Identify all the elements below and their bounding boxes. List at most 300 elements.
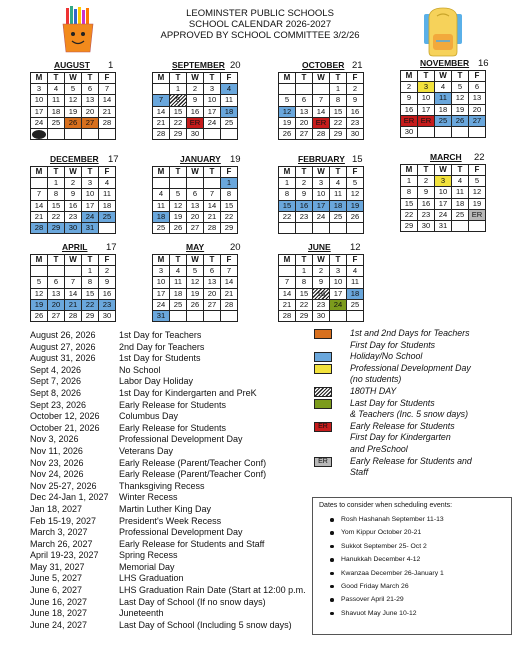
day-cell	[279, 84, 296, 95]
day-cell: 12	[65, 95, 82, 106]
day-cell: 3	[435, 176, 452, 187]
event-date: Sept 7, 2026	[30, 376, 82, 387]
legend-text: Staff	[350, 467, 369, 478]
day-cell: 7	[279, 277, 296, 288]
event-date: Feb 15-19, 2027	[30, 515, 97, 526]
day-cell: 17	[330, 289, 347, 300]
event-description: Early Release (Parent/Teacher Conf)	[119, 469, 267, 480]
event-description: Memorial Day	[119, 561, 175, 572]
dates-to-consider-box	[312, 497, 512, 635]
day-cell: 28	[221, 300, 238, 311]
day-cell: 7	[204, 189, 221, 200]
day-cell: 19	[452, 105, 469, 116]
day-cell: 20	[48, 300, 65, 311]
event-date: Sept 8, 2026	[30, 387, 82, 398]
event-description: President's Week Recess	[119, 515, 222, 526]
weekday-header: T	[48, 167, 65, 178]
month-day-grid	[400, 164, 486, 232]
day-cell: 2	[347, 84, 364, 95]
weekday-header: W	[187, 167, 204, 178]
day-cell: 30	[418, 221, 435, 232]
day-cell	[204, 311, 221, 322]
event-date: June 6, 2027	[30, 585, 83, 596]
day-cell: 13	[187, 201, 204, 212]
legend-swatch-hatch	[314, 387, 332, 397]
day-cell: 11	[452, 187, 469, 198]
day-cell	[204, 178, 221, 189]
weekday-header: F	[469, 71, 486, 82]
weekday-header: T	[296, 167, 313, 178]
day-cell: 11	[330, 189, 347, 200]
day-cell: 9	[418, 187, 435, 198]
weekday-header: M	[31, 255, 48, 266]
month-december	[30, 154, 119, 234]
day-cell: 1	[279, 178, 296, 189]
day-cell: 11	[153, 201, 170, 212]
day-cell	[99, 129, 116, 140]
day-cell: 23	[347, 118, 364, 129]
day-cell: 24	[31, 118, 48, 129]
day-cell: 21	[221, 289, 238, 300]
event-row	[30, 516, 330, 528]
event-description: Winter Recess	[119, 492, 178, 503]
day-cell: 16	[313, 289, 330, 300]
month-school-days: 17	[106, 242, 117, 253]
day-cell: 1	[82, 266, 99, 277]
day-cell: 11	[221, 95, 238, 106]
event-description: Last Day of School (Including 5 snow days)	[119, 619, 292, 630]
event-description: 1st Day for Kindergarten and PreK	[119, 387, 257, 398]
day-cell: ER	[401, 116, 418, 127]
weekday-header: T	[418, 165, 435, 176]
event-description: 2nd Day for Teachers	[119, 341, 205, 352]
month-day-grid	[278, 254, 364, 322]
day-cell: ER	[418, 116, 435, 127]
day-cell	[296, 84, 313, 95]
day-cell: 26	[452, 116, 469, 127]
weekday-header: T	[296, 255, 313, 266]
day-cell: 25	[99, 212, 116, 223]
day-cell	[170, 311, 187, 322]
day-cell: 29	[401, 221, 418, 232]
day-cell: 28	[99, 118, 116, 129]
day-cell: 6	[48, 277, 65, 288]
month-header	[30, 60, 116, 72]
event-date: Jan 18, 2027	[30, 503, 83, 514]
day-cell: 22	[221, 212, 238, 223]
weekday-header: M	[153, 255, 170, 266]
weekday-header: M	[401, 165, 418, 176]
weekday-header: T	[82, 73, 99, 84]
month-name: AUGUST	[54, 60, 90, 70]
day-cell: 8	[48, 189, 65, 200]
event-row	[30, 376, 330, 388]
month-day-grid	[278, 72, 364, 140]
weekday-header: W	[65, 73, 82, 84]
event-description: Last Day of School (If no snow days)	[119, 596, 266, 607]
day-cell: 13	[82, 95, 99, 106]
event-date: Sept 23, 2026	[30, 399, 87, 410]
day-cell: 19	[170, 212, 187, 223]
day-cell: 2	[296, 178, 313, 189]
day-cell: 14	[153, 107, 170, 118]
legend-text: (no students)	[350, 374, 402, 385]
weekday-header: T	[330, 167, 347, 178]
month-day-grid	[152, 72, 238, 140]
event-row	[30, 469, 330, 481]
day-cell: 18	[221, 107, 238, 118]
event-date: October 12, 2026	[30, 411, 100, 422]
day-cell: 28	[279, 311, 296, 322]
day-cell: 9	[187, 95, 204, 106]
day-cell: 9	[347, 95, 364, 106]
observance-item: Yom Kippur October 20-21	[319, 526, 505, 539]
event-row	[30, 573, 330, 585]
day-cell: 25	[221, 118, 238, 129]
weekday-header: M	[153, 167, 170, 178]
day-cell: 21	[153, 118, 170, 129]
day-cell: 15	[330, 107, 347, 118]
day-cell: 12	[279, 107, 296, 118]
month-school-days: 1	[108, 60, 114, 71]
event-date: Nov 23, 2026	[30, 457, 84, 468]
event-row	[30, 504, 330, 516]
day-cell: 28	[31, 223, 48, 234]
legend-item	[286, 409, 516, 421]
event-row	[30, 562, 330, 574]
weekday-header: F	[99, 73, 116, 84]
day-cell: 17	[31, 107, 48, 118]
weekday-header: M	[31, 167, 48, 178]
observance-item: Hanukkah December 4-12	[319, 553, 505, 566]
day-cell: 5	[279, 95, 296, 106]
day-cell: 20	[187, 212, 204, 223]
day-cell: 19	[469, 199, 486, 210]
day-cell: 14	[221, 277, 238, 288]
day-cell: 25	[452, 210, 469, 221]
month-day-grid	[30, 72, 116, 140]
day-cell: 3	[418, 82, 435, 93]
calendar-title	[150, 8, 370, 41]
weekday-header: F	[347, 73, 364, 84]
legend-text: First Day for Students	[350, 339, 436, 350]
weekday-header: F	[99, 167, 116, 178]
day-cell	[418, 127, 435, 138]
day-cell: 2	[65, 178, 82, 189]
day-cell: 10	[82, 189, 99, 200]
day-cell: 26	[347, 212, 364, 223]
day-cell: 20	[469, 105, 486, 116]
day-cell: 20	[204, 289, 221, 300]
weekday-header: F	[221, 255, 238, 266]
day-cell: 24	[204, 118, 221, 129]
event-row	[30, 550, 330, 562]
day-cell: 18	[99, 201, 116, 212]
event-description: Labor Day Holiday	[119, 376, 194, 387]
day-cell: 19	[279, 118, 296, 129]
event-row	[30, 620, 330, 632]
event-date: June 5, 2027	[30, 573, 83, 584]
month-day-grid	[152, 166, 238, 234]
day-cell: 6	[296, 95, 313, 106]
day-cell: 18	[347, 289, 364, 300]
day-cell	[313, 223, 330, 234]
weekday-header: M	[279, 167, 296, 178]
day-cell: 2	[313, 266, 330, 277]
month-header	[278, 242, 364, 254]
day-cell: 30	[347, 129, 364, 140]
legend-item	[286, 374, 516, 386]
legend-item	[286, 467, 516, 479]
day-cell: 3	[313, 178, 330, 189]
day-cell: 26	[65, 118, 82, 129]
weekday-header: T	[170, 167, 187, 178]
day-cell: 12	[347, 189, 364, 200]
day-cell: 2	[99, 266, 116, 277]
month-march	[400, 152, 486, 232]
month-header	[30, 242, 116, 254]
event-description: Early Release for Students	[119, 399, 227, 410]
weekday-header: W	[65, 167, 82, 178]
event-row	[30, 446, 330, 458]
weekday-header: W	[313, 167, 330, 178]
day-cell: 19	[65, 107, 82, 118]
day-cell: 7	[153, 95, 170, 106]
weekday-header: W	[313, 255, 330, 266]
day-cell: 23	[296, 212, 313, 223]
day-cell: 4	[221, 84, 238, 95]
day-cell: 9	[99, 277, 116, 288]
event-date: August 27, 2026	[30, 341, 96, 352]
day-cell: 17	[153, 289, 170, 300]
day-cell: 11	[347, 277, 364, 288]
weekday-header: W	[313, 73, 330, 84]
day-cell	[170, 178, 187, 189]
weekday-header: W	[435, 165, 452, 176]
legend-item	[286, 351, 516, 363]
day-cell: 26	[279, 129, 296, 140]
event-date: Nov 3, 2026	[30, 434, 79, 445]
weekday-header: M	[279, 73, 296, 84]
day-cell: 1	[48, 178, 65, 189]
day-cell: 10	[313, 189, 330, 200]
day-cell: 8	[221, 189, 238, 200]
weekday-header: W	[187, 255, 204, 266]
event-row	[30, 365, 330, 377]
day-cell: 13	[204, 277, 221, 288]
day-cell: 3	[204, 84, 221, 95]
day-cell	[221, 129, 238, 140]
event-description: Early Release for Students and Staff	[119, 538, 265, 549]
day-cell: 21	[279, 300, 296, 311]
weekday-header: T	[204, 255, 221, 266]
weekday-header: F	[347, 167, 364, 178]
month-school-days: 22	[474, 152, 485, 163]
day-cell	[221, 311, 238, 322]
day-cell: 5	[31, 277, 48, 288]
month-may	[152, 242, 241, 322]
day-cell: 31	[153, 311, 170, 322]
calendar-year: SCHOOL CALENDAR 2026-2027	[188, 19, 332, 30]
month-september	[152, 60, 241, 140]
observance-item: Sukkot September 25- Oct 2	[319, 540, 505, 553]
weekday-header: F	[221, 167, 238, 178]
event-date: August 26, 2026	[30, 330, 96, 340]
day-cell: 30	[99, 311, 116, 322]
day-cell: 16	[296, 201, 313, 212]
month-header	[30, 154, 119, 166]
day-cell: 27	[187, 223, 204, 234]
legend-swatch-orange	[314, 329, 332, 339]
event-description: Juneteenth	[119, 608, 164, 619]
event-description: Columbus Day	[119, 411, 179, 422]
day-cell: 4	[330, 178, 347, 189]
day-cell: 27	[204, 300, 221, 311]
day-cell	[347, 311, 364, 322]
day-cell: 12	[469, 187, 486, 198]
month-name: FEBRUARY	[298, 154, 345, 164]
day-cell: 22	[279, 212, 296, 223]
day-cell: 4	[48, 84, 65, 95]
day-cell: 22	[48, 212, 65, 223]
weekday-header: M	[401, 71, 418, 82]
weekday-header: T	[48, 255, 65, 266]
day-cell: 15	[170, 107, 187, 118]
day-cell: 2	[418, 176, 435, 187]
day-cell: 14	[99, 95, 116, 106]
day-cell: 1	[401, 176, 418, 187]
day-cell	[435, 127, 452, 138]
event-row	[30, 608, 330, 620]
backpack-icon	[420, 6, 466, 58]
legend-text: 180TH DAY	[350, 385, 397, 396]
day-cell: 21	[65, 300, 82, 311]
observance-item: Kwanzaa December 26-January 1	[319, 567, 505, 580]
day-cell	[279, 266, 296, 277]
day-cell: 16	[99, 289, 116, 300]
month-day-grid	[152, 254, 238, 322]
day-cell: 23	[65, 212, 82, 223]
day-cell: 29	[170, 129, 187, 140]
weekday-header: M	[153, 73, 170, 84]
day-cell: 9	[313, 277, 330, 288]
weekday-header: T	[170, 255, 187, 266]
month-header	[152, 154, 241, 166]
month-june	[278, 242, 364, 322]
event-row	[30, 492, 330, 504]
day-cell: 21	[204, 212, 221, 223]
day-cell: 3	[31, 84, 48, 95]
day-cell: 11	[435, 93, 452, 104]
event-description: LHS Graduation Rain Date (Start at 12:00 p.m.	[119, 585, 306, 596]
day-cell: 24	[313, 212, 330, 223]
weekday-header: F	[469, 165, 486, 176]
day-cell: 11	[170, 277, 187, 288]
day-cell: 10	[418, 93, 435, 104]
events-list	[30, 330, 330, 631]
weekday-header: T	[296, 73, 313, 84]
pencil-cup-icon	[57, 6, 97, 54]
day-cell: 17	[82, 201, 99, 212]
event-description: LHS Graduation	[119, 573, 184, 584]
day-cell: 10	[31, 95, 48, 106]
event-row	[30, 539, 330, 551]
dates-box-title: Dates to consider when scheduling events:	[319, 502, 453, 509]
day-cell: 22	[401, 210, 418, 221]
day-cell: 24	[153, 300, 170, 311]
day-cell: 7	[221, 266, 238, 277]
event-date: Dec 24-Jan 1, 2027	[30, 492, 109, 503]
day-cell: 27	[48, 311, 65, 322]
event-date: April 19-23, 2027	[30, 550, 99, 561]
day-cell: 12	[31, 289, 48, 300]
event-row	[30, 434, 330, 446]
legend-item	[286, 398, 516, 410]
month-header	[400, 58, 489, 70]
day-cell: 16	[187, 107, 204, 118]
month-october	[278, 60, 364, 140]
day-cell: 16	[401, 105, 418, 116]
event-date: Nov 24, 2026	[30, 469, 84, 480]
month-header	[152, 242, 241, 254]
month-header	[278, 154, 364, 166]
month-name: JUNE	[308, 242, 331, 252]
day-cell: 14	[204, 201, 221, 212]
weekday-header: T	[418, 71, 435, 82]
day-cell: 29	[221, 223, 238, 234]
legend-text: & Teachers (Inc. 5 snow days)	[350, 409, 468, 420]
day-cell: 27	[469, 116, 486, 127]
legend-text: Early Release for Students	[350, 420, 455, 431]
event-date: March 26, 2027	[30, 538, 93, 549]
month-april	[30, 242, 116, 322]
day-cell: 30	[313, 311, 330, 322]
legend-text: Holiday/No School	[350, 351, 423, 362]
day-cell: 2	[401, 82, 418, 93]
day-cell: 7	[31, 189, 48, 200]
event-description: 1st Day for Students	[119, 353, 201, 364]
day-cell: 29	[82, 311, 99, 322]
legend-swatch-red: ER	[314, 422, 332, 432]
month-name: OCTOBER	[302, 60, 345, 70]
day-cell: 14	[65, 289, 82, 300]
event-description: Veterans Day	[119, 445, 174, 456]
day-cell: 18	[452, 199, 469, 210]
legend-item	[286, 386, 516, 398]
day-cell: 4	[99, 178, 116, 189]
month-school-days: 16	[478, 58, 489, 69]
weekday-header: T	[452, 165, 469, 176]
day-cell	[82, 129, 99, 140]
month-header	[400, 152, 486, 164]
day-cell: 31	[82, 223, 99, 234]
day-cell: 13	[469, 93, 486, 104]
month-header	[152, 60, 241, 72]
legend-swatch-green	[314, 399, 332, 409]
event-row	[30, 423, 330, 435]
day-cell: ER	[313, 118, 330, 129]
day-cell: 17	[435, 199, 452, 210]
event-row	[30, 330, 330, 342]
day-cell: 8	[296, 277, 313, 288]
day-cell: 9	[296, 189, 313, 200]
month-school-days: 15	[352, 154, 363, 165]
month-name: DECEMBER	[50, 154, 99, 164]
weekday-header: M	[31, 73, 48, 84]
event-date: October 21, 2026	[30, 422, 100, 433]
day-cell: 14	[279, 289, 296, 300]
month-school-days: 17	[108, 154, 119, 165]
